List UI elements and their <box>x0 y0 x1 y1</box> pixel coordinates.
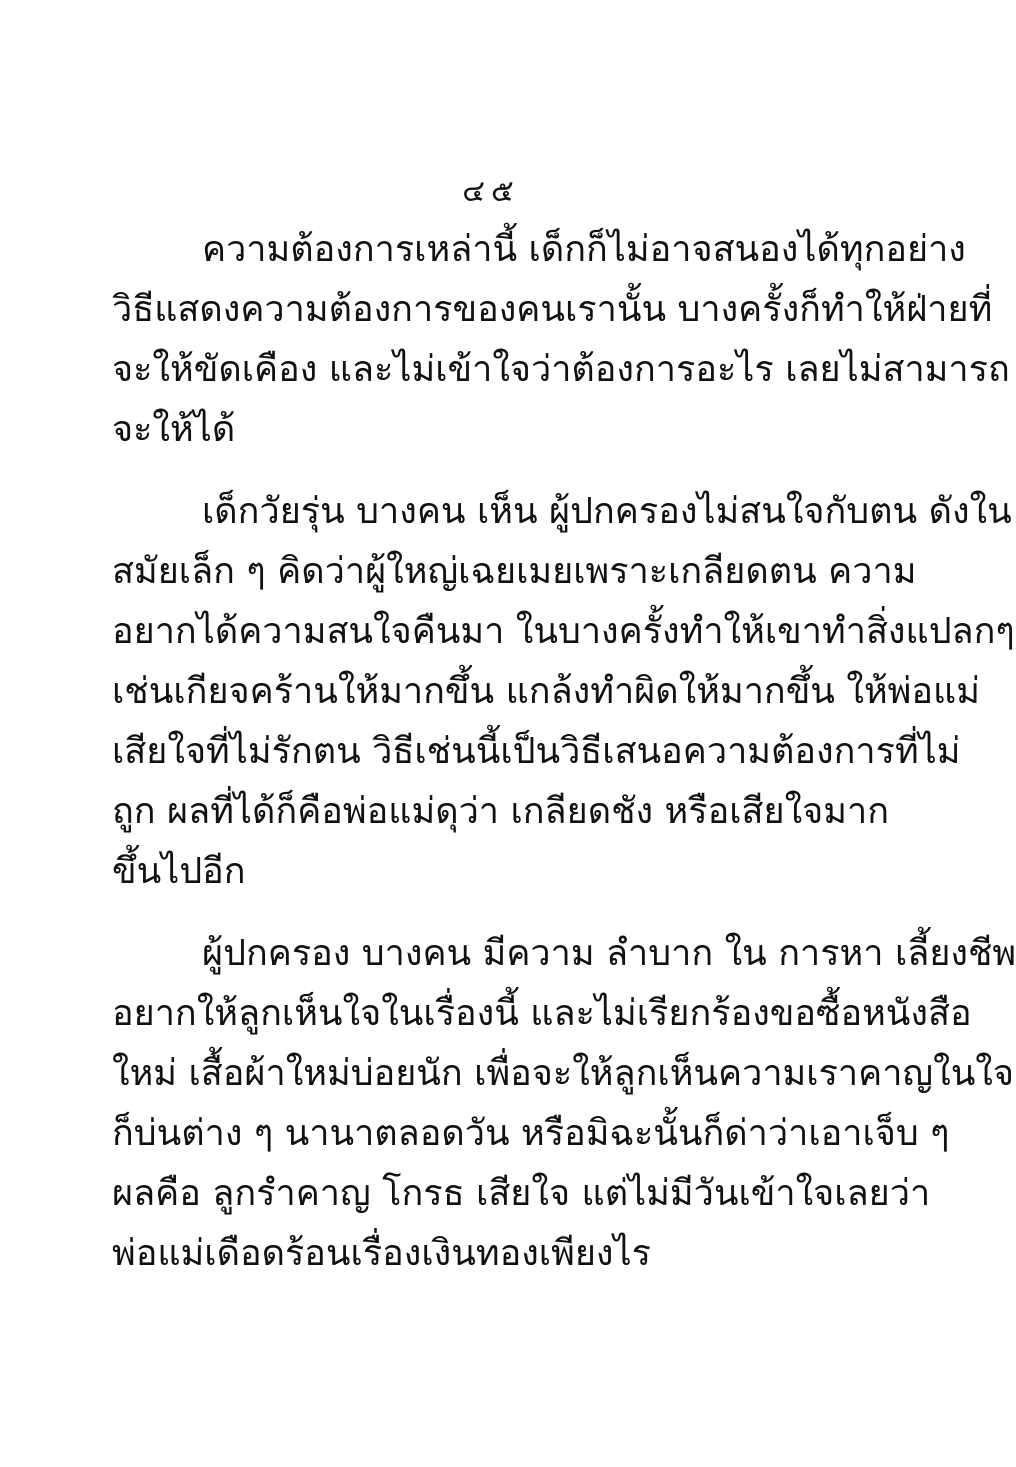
paragraph <box>112 482 1015 902</box>
body-text <box>112 220 1016 1284</box>
text-line: สมัยเล็ก ๆ คิดว่าผู้ใหญ่เฉยเมยเพราะเกลียดตน ความ <box>112 551 917 592</box>
text-line: อยากให้ลูกเห็นใจในเรื่องนี้ และไม่เรียกร้องขอซื้อหนังสือ <box>112 993 972 1034</box>
page-number: ๔๕ <box>462 174 520 209</box>
text-line: อยากได้ความสนใจคืนมา ในบางครั้งทำให้เขาทำสิ่งแปลกๆ <box>112 611 1015 652</box>
paragraph <box>112 220 1010 460</box>
text-line: ขึ้นไปอีก <box>112 851 246 892</box>
text-line: ผลคือ ลูกรำคาญ โกรธ เสียใจ แต่ไม่มีวันเข้าใจเลยว่า <box>112 1173 931 1214</box>
text-line: พ่อแม่เดือดร้อนเรื่องเงินทองเพียงไร <box>112 1233 651 1274</box>
paragraph <box>112 924 1016 1284</box>
text-line: เสียใจที่ไม่รักตน วิธีเช่นนี้เป็นวิธีเสนอความต้องการที่ไม่ <box>112 731 961 772</box>
text-line: ความต้องการเหล่านี้ เด็กก็ไม่อาจสนองได้ทุกอย่าง <box>202 229 966 270</box>
text-line: จะให้ขัดเคือง และไม่เข้าใจว่าต้องการอะไร เลยไม่สามารถ <box>112 349 1010 390</box>
text-line: เช่นเกียจคร้านให้มากขึ้น แกล้งทำผิดให้มากขึ้น ให้พ่อแม่ <box>112 671 980 712</box>
text-line: ก็บ่นต่าง ๆ นานาตลอดวัน หรือมิฉะนั้นก็ด่าว่าเอาเจ็บ ๆ <box>112 1113 950 1154</box>
text-line: ถูก ผลที่ได้ก็คือพ่อแม่ดุว่า เกลียดชัง หรือเสียใจมาก <box>112 791 890 832</box>
text-line: ใหม่ เสื้อผ้าใหม่บ่อยนัก เพื่อจะให้ลูกเห็นความเราคาญในใจ <box>112 1053 1014 1094</box>
text-line: เด็กวัยรุ่น บางคน เห็น ผู้ปกครองไม่สนใจกับตน ดังใน <box>202 491 1012 532</box>
text-line: จะให้ได้ <box>112 409 236 450</box>
text-line: วิธีแสดงความต้องการของคนเรานั้น บางครั้งก็ทำให้ฝ่ายที่ <box>112 289 993 330</box>
text-line: ผู้ปกครอง บางคน มีความ ลำบาก ใน การหา เลี้ยงชีพ <box>202 933 1016 974</box>
